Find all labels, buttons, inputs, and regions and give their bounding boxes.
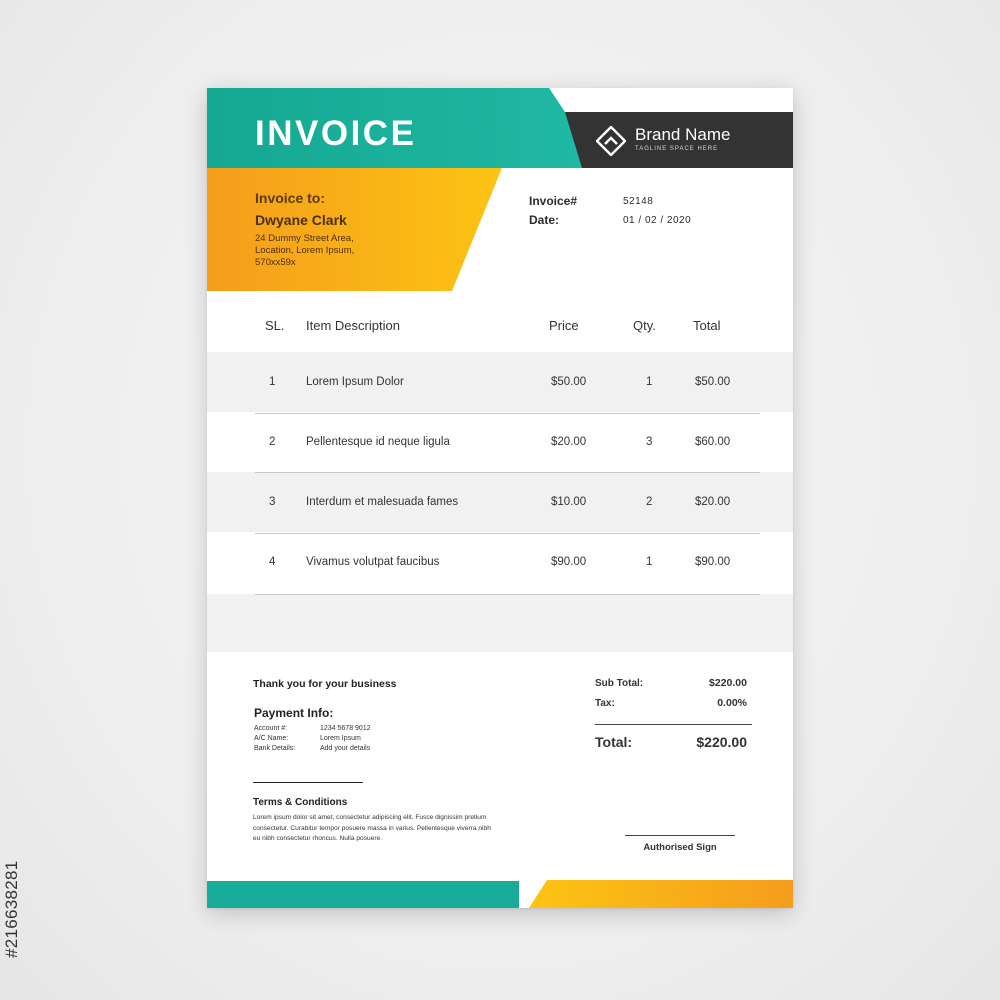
row3-price: $10.00 [551,496,587,508]
payment-info-title: Payment Info: [254,706,334,720]
row-divider [255,413,760,414]
payment-key: A/C Name: [254,735,289,742]
row4-price: $90.00 [551,556,587,568]
row4-total: $90.00 [695,556,731,568]
row4-sl: 4 [269,556,276,568]
payment-value: Add your details [320,745,371,752]
total-value: $220.00 [696,734,747,750]
row1-sl: 1 [269,376,276,388]
signature-line [625,835,735,836]
row1-price: $50.00 [551,376,587,388]
row2-sl: 2 [269,436,276,448]
row3-qty: 2 [646,496,653,508]
row-divider [255,594,760,595]
tax-value: 0.00% [717,697,747,709]
subtotal-label: Sub Total: [595,678,644,689]
col-header-price: Price [549,318,579,333]
invoice-number: 52148 [623,196,654,207]
footer-graphic [207,880,793,908]
row-divider [255,533,760,534]
row1-total: $50.00 [695,376,731,388]
subtotal-value: $220.00 [709,677,747,689]
divider [253,782,363,783]
row-band [207,594,793,652]
row2-description: Pellentesque id neque ligula [306,436,450,448]
invoice-title: INVOICE [255,114,417,153]
payment-key: Account #: [254,725,288,732]
col-header-description: Item Description [306,318,400,333]
payment-value: 1234 5678 9012 [320,725,371,732]
row3-sl: 3 [269,496,276,508]
stock-image-id: #216638281 [2,860,21,958]
total-label: Total: [595,734,633,750]
col-header-qty: Qty. [633,318,656,333]
row1-qty: 1 [646,376,653,388]
row2-total: $60.00 [695,436,731,448]
row1-description: Lorem Ipsum Dolor [306,376,404,388]
address-line: 570xx59x [255,257,296,268]
orange-footer-band [529,880,793,908]
row2-price: $20.00 [551,436,587,448]
row3-description: Interdum et malesuada fames [306,496,459,508]
brand-tagline: TAGLINE SPACE HERE [635,146,719,152]
invoice-number-label: Invoice# [529,194,578,208]
payment-value: Lorem Ipsum [320,735,361,742]
row4-description: Vivamus volutpat faucibus [306,556,440,568]
row2-qty: 3 [646,436,653,448]
address-line: Location, Lorem Ipsum, [255,245,355,256]
row-divider [255,472,760,473]
payment-key: Bank Details: [254,745,296,752]
col-header-sl: SL. [265,318,285,333]
address-line: 24 Dummy Street Area, [255,233,354,244]
date-label: Date: [529,213,560,227]
orange-recipient-band [207,168,502,291]
totals-divider [595,724,752,725]
invoice-page [207,88,793,908]
terms-body: Lorem ipsum dolor sit amet, consectetur adipiscing elit. Fusce dignissim pretium consectetur. Curabitur tempor posuere massa in varius. Pellentesque viverra nibh eu nibh consectetur rhoncus. Nulla posuere. [253,814,491,842]
col-header-total: Total [693,318,721,333]
tax-label: Tax: [595,698,615,709]
diamond-chevron-logo-icon [596,126,626,156]
recipient-address [255,233,405,269]
row3-total: $20.00 [695,496,731,508]
brand-name: Brand Name [635,125,731,144]
row4-qty: 1 [646,556,653,568]
recipient-name: Dwyane Clark [255,212,347,228]
teal-footer-band [207,881,519,908]
authorised-sign-label: Authorised Sign [643,842,717,853]
invoice-to-label: Invoice to: [255,190,326,206]
thank-you-note: Thank you for your business [253,678,397,690]
terms-title: Terms & Conditions [253,797,348,808]
invoice-date: 01 / 02 / 2020 [623,215,692,226]
